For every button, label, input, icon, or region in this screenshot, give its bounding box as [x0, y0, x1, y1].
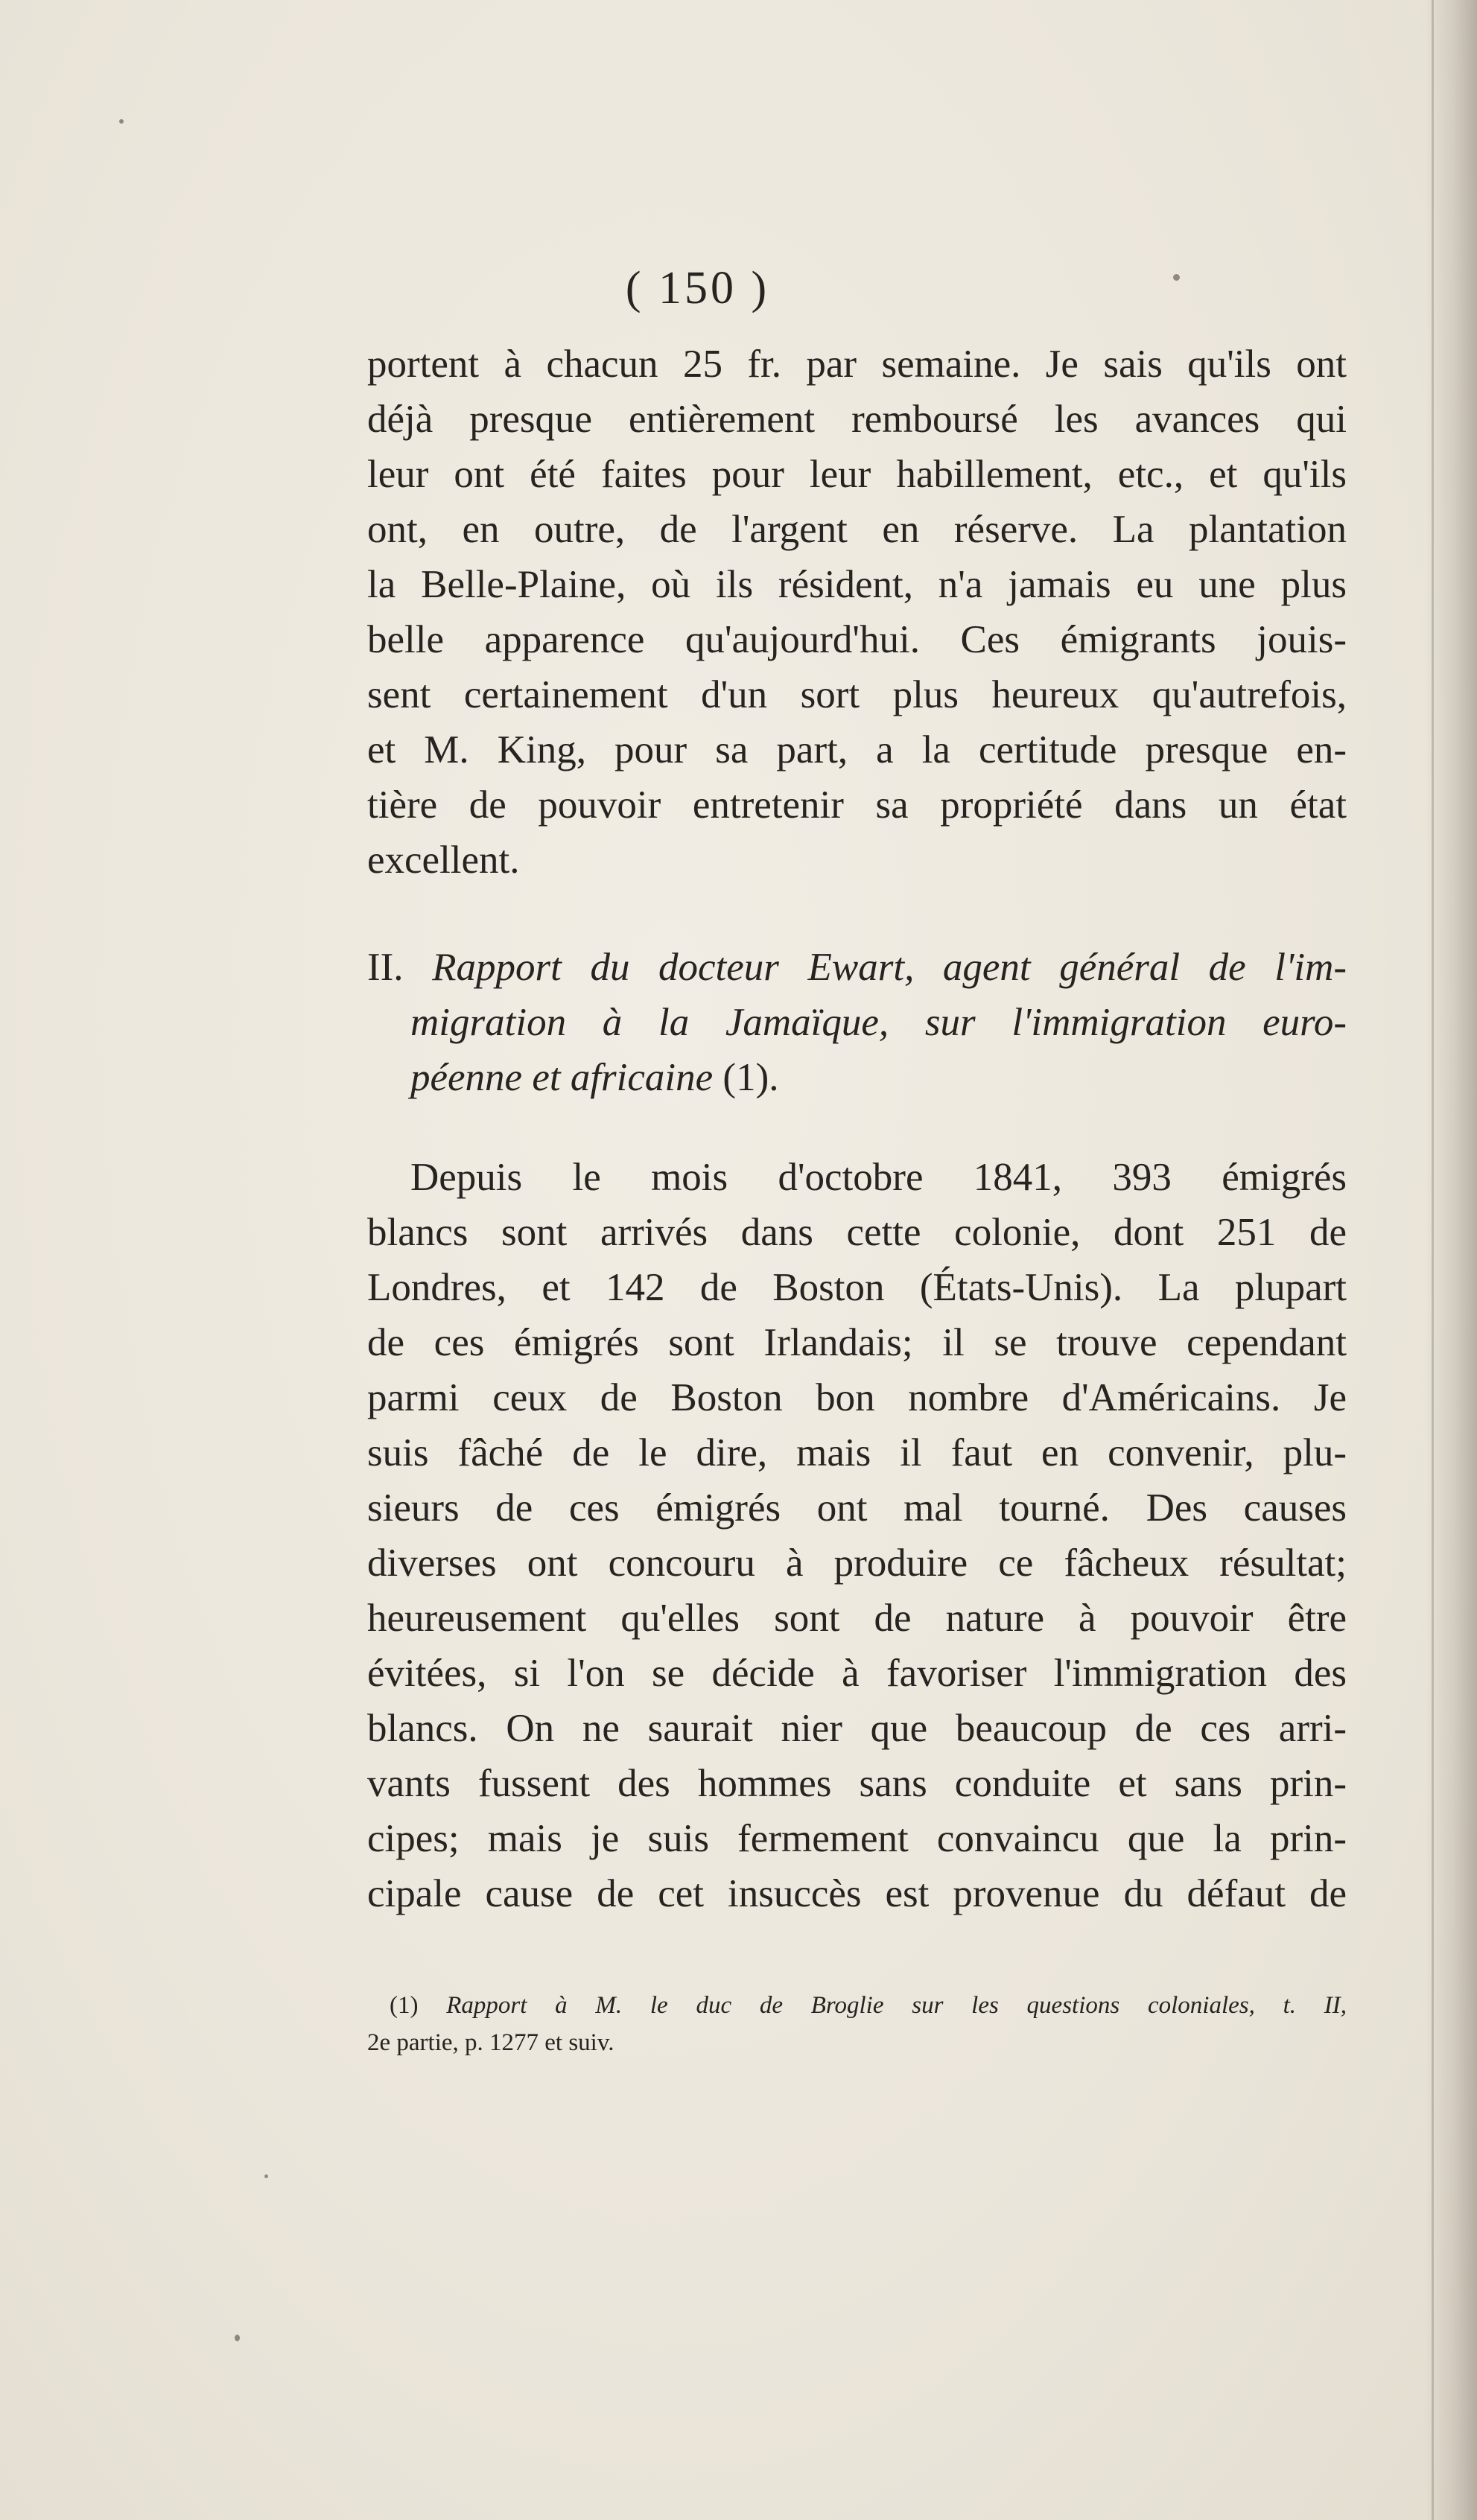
footnote-text: Rapport à M. le duc de Broglie sur les questions coloniales, t. II, — [446, 1992, 1347, 2019]
text-line: blancs. On ne saurait nier que beaucoup de ces arri- — [367, 1707, 1347, 1750]
footnote-marker: (1) — [390, 1992, 419, 2019]
text-line: ont, en outre, de l'argent en réserve. La plantation — [367, 508, 1347, 551]
text-line: cipes; mais je suis fermement convaincu que la prin- — [367, 1817, 1347, 1860]
page-number: ( 150 ) — [625, 263, 770, 314]
text-line: tière de pouvoir entretenir sa propriété dans un état — [367, 783, 1347, 827]
heading-text: Rapport du docteur Ewart, agent général de l'im- — [432, 946, 1347, 989]
heading-line — [367, 940, 1347, 995]
text-line: parmi ceux de Boston bon nombre d'Américains. Je — [367, 1376, 1347, 1419]
text-line: excellent. — [367, 839, 520, 882]
text-line: diverses ont concouru à produire ce fâcheux résultat; — [367, 1541, 1347, 1585]
heading-line — [367, 1050, 1347, 1105]
text-line: blancs sont arrivés dans cette colonie, dont 251 de — [367, 1211, 1347, 1254]
text-line: belle apparence qu'aujourd'hui. Ces émigrants jouis- — [367, 618, 1347, 661]
page-binding-edge — [1432, 0, 1434, 2520]
text-line: cipale cause de cet insuccès est provenue du défaut de — [367, 1872, 1347, 1915]
text-line: de ces émigrés sont Irlandais; il se trouve cependant — [367, 1321, 1347, 1364]
heading-text: péenne et africaine — [410, 1056, 714, 1099]
text-line: la Belle-Plaine, où ils résident, n'a jamais eu une plus — [367, 563, 1347, 606]
text-line: sent certainement d'un sort plus heureux qu'autrefois, — [367, 673, 1347, 716]
text-line: heureusement qu'elles sont de nature à pouvoir être — [367, 1597, 1347, 1640]
text-line: Londres, et 142 de Boston (États-Unis). La plupart — [367, 1266, 1347, 1309]
text-line: vants fussent des hommes sans conduite et sans prin- — [367, 1762, 1347, 1805]
paper-speck — [119, 119, 124, 124]
footnote-reference: (1). — [722, 1056, 779, 1099]
text-line: Depuis le mois d'octobre 1841, 393 émigrés — [410, 1156, 1347, 1199]
paper-speck — [235, 2335, 240, 2341]
paper-speck — [264, 2174, 268, 2178]
section-heading — [367, 940, 1347, 1105]
heading-line: migration à la Jamaïque, sur l'immigration euro- — [410, 1001, 1347, 1044]
text-line: portent à chacun 25 fr. par semaine. Je sais qu'ils ont — [367, 343, 1347, 386]
text-line: et M. King, pour sa part, a la certitude presque en- — [367, 728, 1347, 771]
text-line: suis fâché de le dire, mais il faut en convenir, plu- — [367, 1431, 1347, 1474]
section-number: II. — [367, 946, 404, 989]
footnote — [367, 1987, 1347, 2061]
text-line: évitées, si l'on se décide à favoriser l'immigration des — [367, 1652, 1347, 1695]
paragraph-body — [367, 1150, 1347, 1921]
text-line: leur ont été faites pour leur habillement, etc., et qu'ils — [367, 453, 1347, 496]
text-line: déjà presque entièrement remboursé les avances qui — [367, 398, 1347, 441]
footnote-line: 2e partie, p. 1277 et suiv. — [367, 2029, 614, 2056]
footnote-line — [367, 1987, 1347, 2024]
paragraph-continuation — [367, 337, 1347, 888]
text-line: sieurs de ces émigrés ont mal tourné. Des causes — [367, 1486, 1347, 1530]
